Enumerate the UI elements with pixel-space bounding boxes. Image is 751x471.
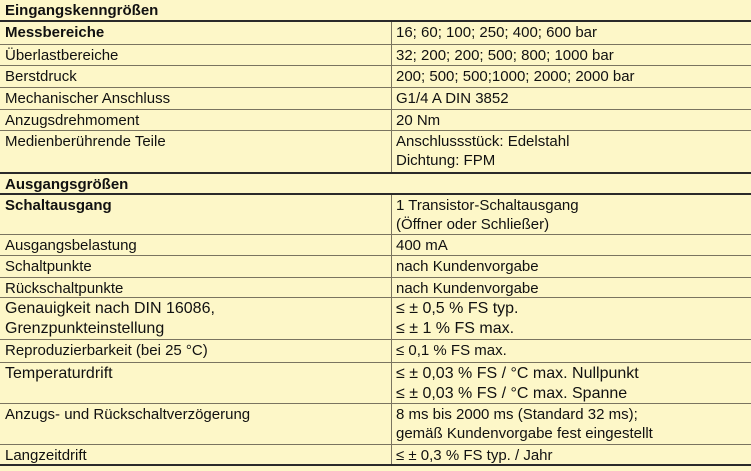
- label-line: Genauigkeit nach DIN 16086,: [5, 300, 215, 317]
- table-row: [0, 20, 751, 44]
- table-row: [0, 65, 751, 87]
- row-label: Schaltausgang: [5, 197, 112, 214]
- row-label: Anzugs- und Rückschaltverzögerung: [5, 406, 251, 423]
- row-value: 400 mA: [396, 237, 448, 254]
- row-value: nach Kundenvorgabe: [396, 280, 539, 297]
- row-label: Ausgangsbelastung: [5, 237, 137, 254]
- row-value: [396, 131, 746, 172]
- table-row: [0, 297, 751, 339]
- row-value: [396, 298, 746, 339]
- row-value: G1/4 A DIN 3852: [396, 90, 509, 107]
- label-line: Grenzpunkteinstellung: [5, 320, 165, 337]
- value-line: gemäß Kundenvorgabe fest eingestellt: [396, 425, 653, 442]
- section-title: Eingangskenngrößen: [5, 2, 159, 19]
- table-row: [0, 277, 751, 297]
- section-title: Ausgangsgrößen: [5, 176, 129, 193]
- section-heading-input: [0, 0, 751, 20]
- row-label: Überlastbereiche: [5, 47, 119, 64]
- value-line: ≤ ± 0,03 % FS / °C max. Nullpunkt: [396, 365, 639, 382]
- table-row: [0, 403, 751, 444]
- value-line: Dichtung: FPM: [396, 152, 496, 169]
- table-bottom-rule: [0, 464, 751, 466]
- section-heading-output: [0, 172, 751, 193]
- value-line: Anschlussstück: Edelstahl: [396, 133, 570, 150]
- table-row: [0, 130, 751, 172]
- row-label: Schaltpunkte: [5, 258, 92, 275]
- table-row: [0, 444, 751, 464]
- row-label: Rückschaltpunkte: [5, 280, 124, 297]
- value-line: 8 ms bis 2000 ms (Standard 32 ms);: [396, 406, 638, 423]
- value-line: (Öffner oder Schließer): [396, 216, 550, 233]
- row-value: ≤ ± 0,3 % FS typ. / Jahr: [396, 447, 553, 464]
- row-value: [396, 195, 746, 234]
- row-value: [396, 363, 746, 403]
- row-label: Temperaturdrift: [5, 365, 113, 382]
- row-value: 200; 500; 500;1000; 2000; 2000 bar: [396, 68, 635, 85]
- row-label: Langzeitdrift: [5, 447, 87, 464]
- row-label: Messbereiche: [5, 24, 105, 41]
- table-row: [0, 87, 751, 109]
- table-row: [0, 234, 751, 255]
- row-label: Mechanischer Anschluss: [5, 90, 171, 107]
- row-label: Reproduzierbarkeit (bei 25 °C): [5, 342, 208, 359]
- table-row: [0, 44, 751, 65]
- row-label: Anzugsdrehmoment: [5, 112, 140, 129]
- row-value: 20 Nm: [396, 112, 441, 129]
- table-row: [0, 109, 751, 130]
- row-value: [396, 404, 746, 444]
- row-value: ≤ 0,1 % FS max.: [396, 342, 507, 359]
- row-label: Berstdruck: [5, 68, 77, 85]
- value-line: 1 Transistor-Schaltausgang: [396, 197, 579, 214]
- table-row: [0, 193, 751, 234]
- table-row: [0, 255, 751, 277]
- table-row: [0, 362, 751, 403]
- row-label: Medienberührende Teile: [5, 133, 166, 150]
- row-value: 16; 60; 100; 250; 400; 600 bar: [396, 24, 597, 41]
- value-line: ≤ ± 1 % FS max.: [396, 320, 515, 337]
- value-line: ≤ ± 0,03 % FS / °C max. Spanne: [396, 385, 628, 402]
- row-value: 32; 200; 200; 500; 800; 1000 bar: [396, 47, 614, 64]
- table-row: [0, 339, 751, 362]
- value-line: ≤ ± 0,5 % FS typ.: [396, 300, 519, 317]
- row-label: [5, 298, 389, 339]
- row-value: nach Kundenvorgabe: [396, 258, 539, 275]
